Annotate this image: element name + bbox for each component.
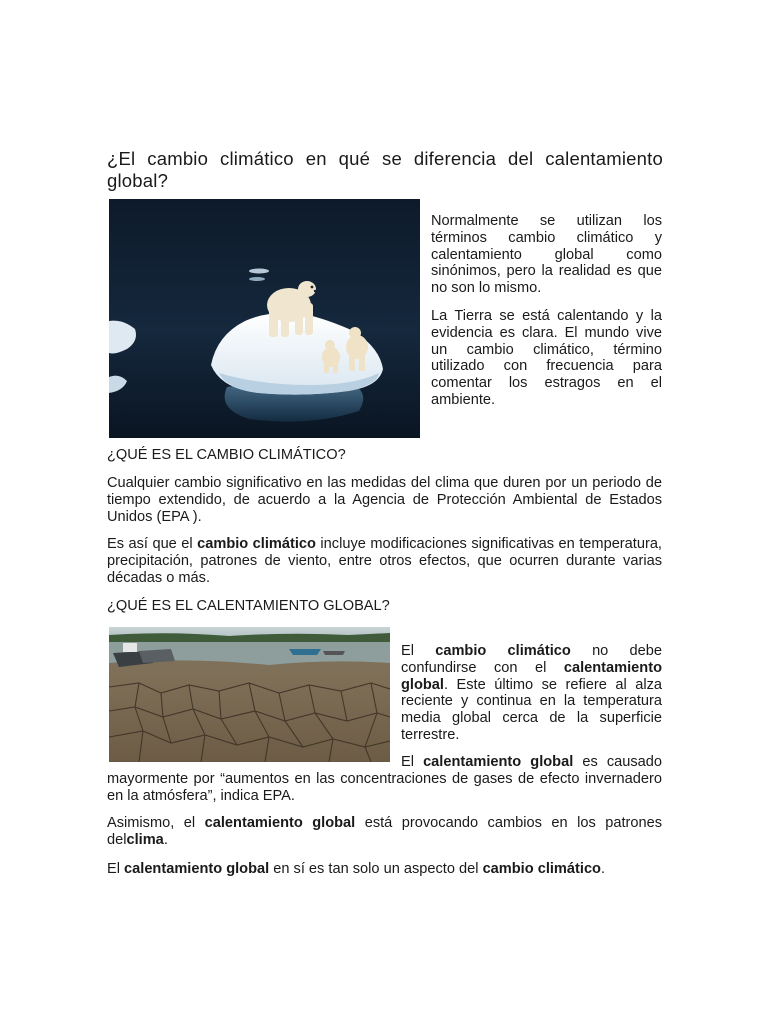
page-title: ¿El cambio climático en qué se diferencia del calentamiento global? [107,148,663,191]
intro-paragraph-1: Normalmente se utilizan los términos cambio climático y calentamiento global como sinónimos, pero la realidad es que no son lo mismo. [431,213,662,297]
section1-paragraph-1: Cualquier cambio significativo en las medidas del clima que duren por un periodo de tiempo extendido, de acuerdo a la Agencia de Protección Ambiental de Estados Unidos (EPA ). [107,475,662,525]
section-heading-calentamiento-global: ¿QUÉ ES EL CALENTAMIENTO GLOBAL? [107,598,390,614]
section2-paragraph-2: El calentamiento global es causado mayormente por “aumentos en las concentraciones de gases de efecto invernadero en la atmósfera”, indica EPA. [107,754,663,804]
section2-paragraph-1: El cambio climático no debe confundirse con el calentamiento global. Este último se refiere al alza reciente y continua en la temperatura media global cerca de la superficie terrestre. [401,643,663,743]
section2-paragraph-4: El calentamiento global en sí es tan solo un aspecto del cambio climático. [107,861,606,877]
section1-paragraph-2: Es así que el cambio climático incluye modificaciones significativas en temperatura, precipitación, patrones de viento, entre otros efectos, que ocurren durante varias décadas o más. [107,536,662,586]
intro-paragraph-2: La Tierra se está calentando y la evidencia es clara. El mundo vive un cambio climático, término utilizado con frecuencia para comentar los estragos en el ambiente. [431,308,662,408]
section2-paragraph-3: Asimismo, el calentamiento global está provocando cambios en los patrones delclima. [107,815,663,848]
dry-lake-photo [109,627,390,762]
polar-bears-photo [109,199,420,438]
section-heading-cambio-climatico: ¿QUÉ ES EL CAMBIO CLIMÁTICO? [107,447,346,463]
